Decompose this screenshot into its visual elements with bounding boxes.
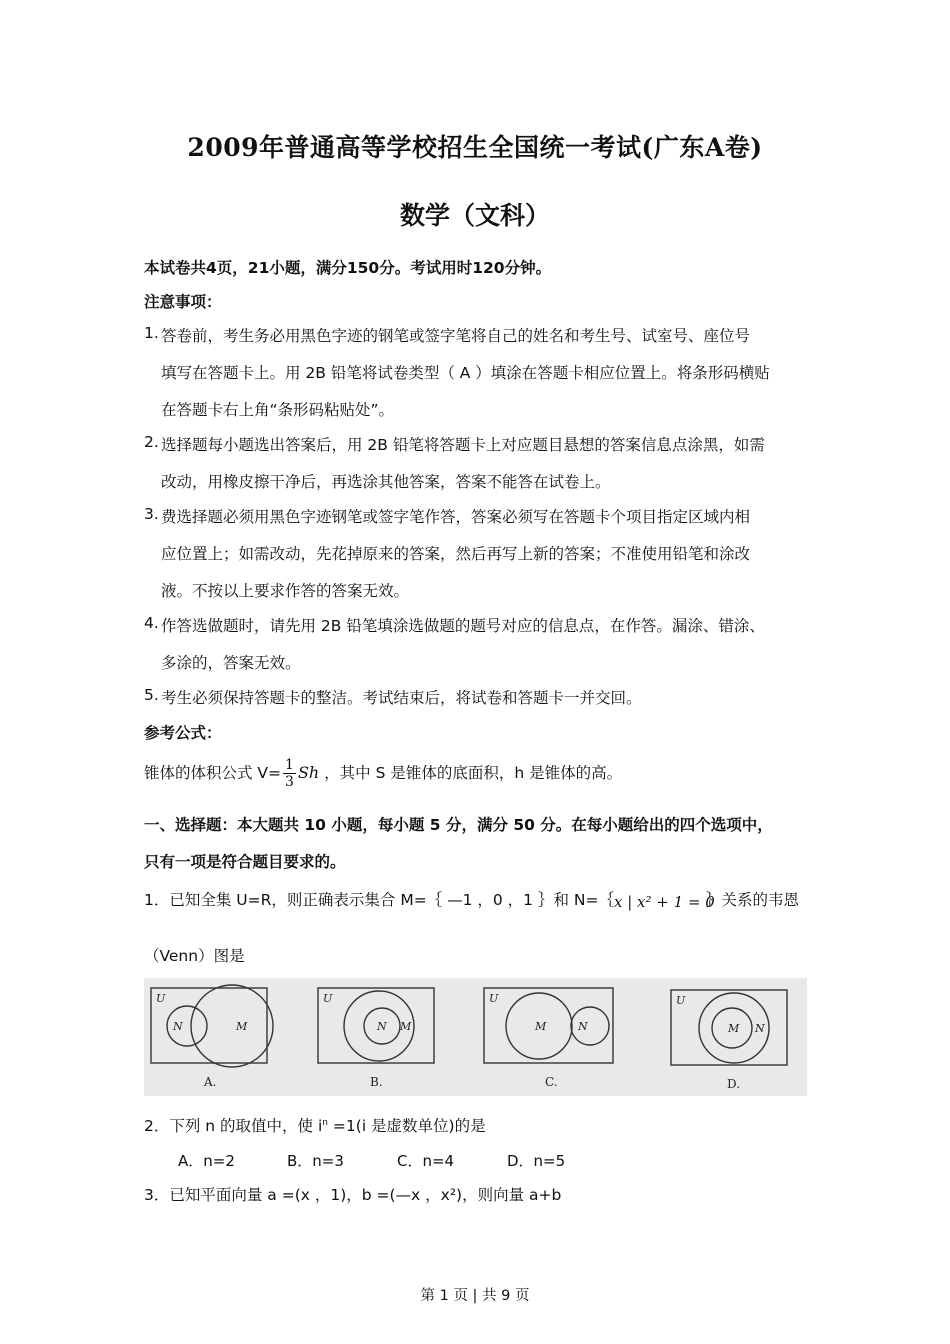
venn-d-label-m: M — [728, 1022, 740, 1035]
venn-d-label-u: U — [676, 994, 686, 1007]
venn-b-universe-rect — [318, 988, 434, 1063]
venn-choice-a: A. — [204, 1075, 217, 1089]
note-1-line-3: 在答题卡右上角“条形码粘贴处”。 — [161, 401, 395, 419]
formula-heading: 参考公式： — [144, 724, 222, 742]
note-4-number: 4. — [144, 614, 159, 632]
venn-c-label-u: U — [489, 992, 499, 1005]
venn-a-label-m: M — [236, 1020, 248, 1033]
venn-diagram-panel — [144, 978, 807, 1096]
formula-line — [144, 750, 622, 796]
venn-c-n-circle — [571, 1007, 609, 1045]
note-3-line-1: 费选择题必须用黑色字迹钢笔或签字笔作答，答案必须写在答题卡个项目指定区域内相 — [161, 508, 751, 526]
question-2-option-a: A．n=2 — [178, 1152, 235, 1170]
notes-heading: 注意事项： — [144, 293, 222, 311]
venn-a-label-u: U — [156, 992, 166, 1005]
venn-b-label-n: N — [377, 1020, 387, 1033]
section-1-line-2: 只有一项是符合题目要求的。 — [144, 853, 346, 871]
venn-option-b — [318, 988, 434, 1063]
question-2-text-b: =1(i 是虚数单位)的是 — [328, 1117, 486, 1135]
venn-b-label-m: M — [400, 1020, 412, 1033]
fraction-denominator: 3 — [285, 774, 294, 790]
note-3-number: 3. — [144, 505, 159, 523]
venn-c-universe-rect — [484, 988, 613, 1063]
venn-option-a — [151, 985, 273, 1067]
question-3-text: 3．已知平面向量 a =(x ，1)，b =(—x ，x²)，则向量 a+b — [144, 1186, 562, 1204]
venn-choice-d: D. — [727, 1077, 741, 1091]
question-2-option-b: B．n=3 — [287, 1152, 344, 1170]
intro-text: 本试卷共4页，21小题，满分150分。考试用时120分钟。 — [144, 259, 552, 277]
fraction — [283, 757, 296, 790]
page-subtitle: 数学（文科） — [399, 201, 550, 230]
question-1-text-b: ｝关系的韦恩 — [706, 891, 800, 909]
question-2-superscript: n — [322, 1117, 328, 1128]
venn-a-m-circle — [191, 985, 273, 1067]
note-4-line-1: 作答选做题时，请先用 2B 铅笔填涂选做题的题号对应的信息点，在作答。漏涂、错涂、 — [161, 617, 765, 635]
formula-prefix: 锥体的体积公式 V= — [144, 764, 282, 782]
venn-a-universe-rect — [151, 988, 267, 1063]
section-1-line-1: 一、选择题：本大题共 10 小题，每小题 5 分，满分 50 分。在每小题给出的四个选项中， — [144, 816, 773, 834]
note-1-line-2: 填写在答题卡上。用 2B 铅笔将试卷类型（ A ）填涂在答题卡相应位置上。将条形码横贴 — [161, 364, 770, 382]
venn-d-label-n: N — [755, 1022, 765, 1035]
formula-sh: Sh — [297, 763, 320, 782]
note-2-line-1: 选择题每小题选出答案后，用 2B 铅笔将答题卡上对应题目悬想的答案信息点涂黑，如需 — [161, 436, 765, 454]
note-4-line-2: 多涂的，答案无效。 — [161, 654, 301, 672]
note-5-line-1: 考生必须保持答题卡的整洁。考试结束后，将试卷和答题卡一并交回。 — [161, 689, 642, 707]
question-1-set-expression: x | x² + 1 = 0 — [614, 893, 715, 911]
note-3-line-3: 液。不按以上要求作答的答案无效。 — [161, 582, 410, 600]
question-2-option-c: C．n=4 — [397, 1152, 455, 1170]
note-2-number: 2. — [144, 433, 159, 451]
venn-c-label-n: N — [578, 1020, 588, 1033]
page-title: 2009年普通高等学校招生全国统一考试(广东A卷) — [187, 133, 763, 162]
note-5-number: 5. — [144, 686, 159, 704]
question-2-text — [144, 1114, 486, 1136]
venn-a-label-n: N — [173, 1020, 183, 1033]
venn-option-c — [484, 988, 613, 1063]
venn-c-label-m: M — [535, 1020, 547, 1033]
question-2-text-a: 2．下列 n 的取值中，使 i — [144, 1117, 323, 1135]
question-1-text-a: 1．已知全集 U=R，则正确表示集合 M=｛ —1 ，0 ，1 ｝和 N=｛ — [144, 891, 614, 909]
venn-choice-c: C. — [545, 1075, 558, 1089]
venn-b-label-u: U — [323, 992, 333, 1005]
note-1-line-1: 答卷前，考生务必用黑色字迹的钢笔或签字笔将自己的姓名和考生号、试室号、座位号 — [161, 327, 751, 345]
question-1-text-c: （Venn）图是 — [144, 947, 245, 965]
note-3-line-2: 应位置上；如需改动，先花掉原来的答案，然后再写上新的答案；不准使用铅笔和涂改 — [161, 545, 751, 563]
note-2-line-2: 改动，用橡皮擦干净后，再选涂其他答案，答案不能答在试卷上。 — [161, 473, 611, 491]
page-footer: 第 1 页 | 共 9 页 — [420, 1288, 530, 1304]
venn-choice-b: B. — [370, 1075, 383, 1089]
venn-diagrams-svg — [144, 978, 807, 1096]
formula-suffix: ，其中 S 是锥体的底面积，h 是锥体的高。 — [324, 764, 623, 782]
note-1-number: 1. — [144, 324, 159, 342]
fraction-numerator: 1 — [285, 756, 294, 773]
question-2-option-d: D．n=5 — [507, 1152, 566, 1170]
